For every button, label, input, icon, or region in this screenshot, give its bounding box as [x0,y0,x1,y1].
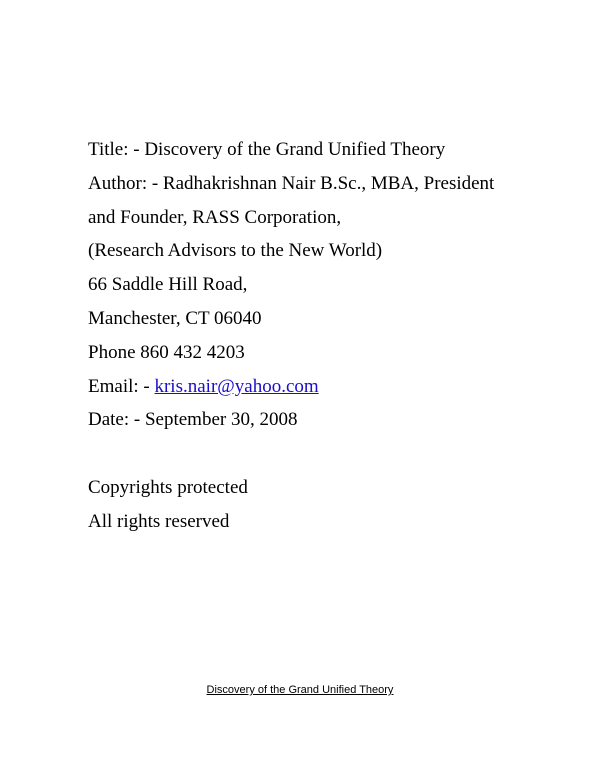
address-street: 66 Saddle Hill Road, [88,274,248,295]
phone-line: Phone 860 432 4203 [88,342,245,363]
email-line [88,376,319,398]
email-label: Email: - [88,376,155,397]
rights-line: All rights reserved [88,511,230,532]
date-line: Date: - September 30, 2008 [88,409,298,430]
address-city: Manchester, CT 06040 [88,308,262,329]
page-footer: Discovery of the Grand Unified Theory [206,684,394,696]
author-line-continued: and Founder, RASS Corporation, [88,207,342,228]
organization-line: (Research Advisors to the New World) [88,240,383,261]
email-link[interactable]: kris.nair@yahoo.com [154,376,319,397]
copyright-line: Copyrights protected [88,477,248,498]
title-line: Title: - Discovery of the Grand Unified Theory [88,139,446,160]
author-line: Author: - Radhakrishnan Nair B.Sc., MBA, President [88,173,495,194]
